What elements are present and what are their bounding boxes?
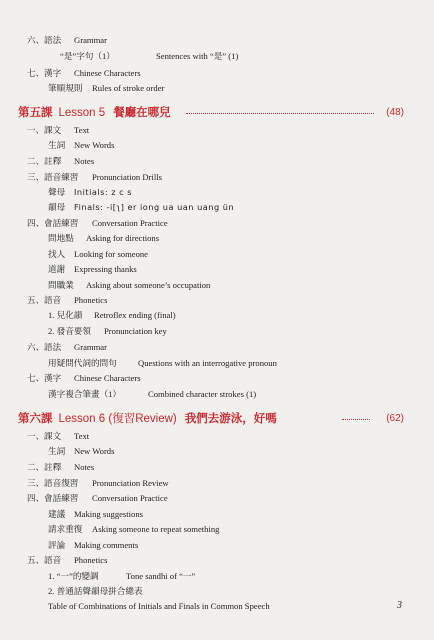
entry-english: Asking for directions [86,233,160,243]
entry-chinese: 語法 [44,342,62,352]
entry-number: 一、 [27,431,45,441]
entry-chinese: 漢字複合筆畫（1） [48,389,122,399]
entry-chinese: 漢字 [44,373,62,383]
entry-english: Conversation Practice [92,218,168,228]
entry-chinese: 建議 [48,509,66,519]
entry-number: 三、 [27,172,45,182]
entry-chinese: 評論 [48,540,66,550]
entry-chinese: 語音練習 [44,172,79,182]
entry-english: Initials: z c s [74,187,133,197]
entry-number: 六、 [27,35,45,45]
entry-chinese: 道謝 [48,264,66,274]
entry-english: Table of Combinations of Initials and Finals in Common Speech [48,601,270,611]
entry-english: Rules of stroke order [92,83,165,93]
page-number: 3 [397,600,402,611]
entry-english: Making comments [74,540,139,550]
entry-chinese: 問職業 [48,280,74,290]
entry-chinese: 漢字 [44,68,62,78]
lesson-title: 我們去游泳，好嗎 [184,413,277,425]
lesson-page-number: (62) [386,413,404,424]
entry-english: Retroflex ending (final) [94,310,176,320]
entry-chinese: 語法 [44,35,62,45]
entry-chinese: 會話練習 [44,493,79,503]
entry-chinese: 韻母 [48,202,66,212]
entry-number: 五、 [27,555,45,565]
entry-chinese: 生詞 [48,446,66,456]
entry-chinese: 2. 普通話聲韻母拼合總表 [48,586,143,596]
entry-number: 三、 [27,478,45,488]
entry-english: Asking about someone’s occupation [86,280,211,290]
entry-english: Phonetics [74,555,108,565]
entry-number: 四、 [27,493,45,503]
entry-number: 二、 [27,156,45,166]
entry-number: 七、 [27,373,45,383]
entry-english: Notes [74,156,95,166]
lesson-5-heading[interactable] [18,106,404,120]
entry-english: Pronunciation key [104,326,167,336]
entry-english: Finals: -i[ʅ] er iong ua uan uang ün [74,202,235,212]
entry-chinese: 課文 [44,431,62,441]
entry-chinese: 語音 [44,295,62,305]
entry-english: Grammar [74,35,107,45]
entry-english: Grammar [74,342,107,352]
entry-chinese: 會話練習 [44,218,79,228]
entry-english: Combined character strokes (1) [148,389,257,399]
entry-english: Tone sandhi of “一” [126,571,196,581]
entry-chinese: 1. “一”的變調 [48,571,99,581]
entry-chinese: 2. 發音要領 [48,326,91,336]
entry-number: 一、 [27,125,45,135]
entry-english: Asking someone to repeat something [92,524,220,534]
entry-english: Pronunciation Review [92,478,169,488]
lesson-number-english: Lesson 5 [58,107,106,119]
entry-number: 六、 [27,342,45,352]
lesson-number-chinese: 第五課 [18,107,53,119]
entry-english: New Words [74,446,115,456]
entry-chinese: 註釋 [44,462,62,472]
leader-dots [342,419,370,420]
entry-number: 二、 [27,462,45,472]
lesson-title: 餐廳在哪兒 [113,107,171,119]
entry-english: Text [74,125,90,135]
entry-english: Pronunciation Drills [92,172,162,182]
entry-chinese: 生詞 [48,140,66,150]
entry-chinese: 用疑問代詞的問句 [48,358,117,368]
entry-english: Questions with an interrogative pronoun [138,358,277,368]
lesson-number-english: Lesson 6 (復習Review) [58,413,177,425]
entry-chinese: 找人 [48,249,66,259]
lesson-6-heading[interactable] [18,412,404,426]
entry-english: Expressing thanks [74,264,137,274]
entry-chinese: 筆順規則 [48,83,83,93]
entry-chinese: 語音復習 [44,478,79,488]
lesson-number-chinese: 第六課 [18,413,53,425]
entry-english: Notes [74,462,95,472]
entry-chinese: 問地點 [48,233,74,243]
entry-number: 四、 [27,218,45,228]
entry-english: Phonetics [74,295,108,305]
lesson-page-number: (48) [386,107,404,118]
entry-chinese: 請求重復 [48,524,83,534]
entry-chinese: 註釋 [44,156,62,166]
leader-dots [186,113,374,114]
entry-number: 五、 [27,295,45,305]
entry-english: Chinese Characters [74,373,141,383]
entry-english: Chinese Characters [74,68,141,78]
entry-chinese: 語音 [44,555,62,565]
entry-number: 七、 [27,68,45,78]
entry-english: Conversation Practice [92,493,168,503]
entry-english: Sentences with “是” (1) [156,51,239,61]
entry-english: New Words [74,140,115,150]
entry-english: Looking for someone [74,249,148,259]
entry-chinese: “是”字句（1） [60,51,115,61]
entry-chinese: 聲母 [48,187,66,197]
entry-chinese: 1. 兒化韻 [48,310,83,320]
entry-english: Making suggestions [74,509,143,519]
entry-chinese: 課文 [44,125,62,135]
entry-english: Text [74,431,90,441]
